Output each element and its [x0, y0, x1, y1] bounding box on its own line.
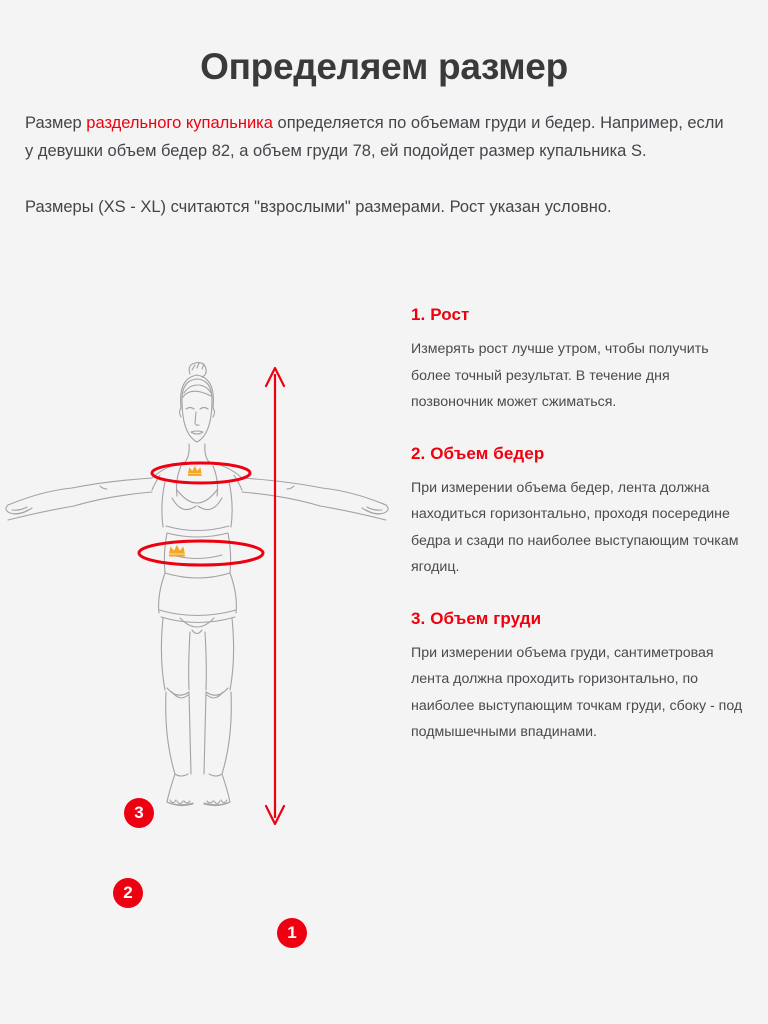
page-title: Определяем размер [200, 46, 568, 87]
instruction-section-bust [411, 607, 747, 746]
body-measurement-illustration [0, 340, 400, 942]
section-title-hips: 2. Объем бедер [411, 443, 545, 463]
section-title-height: 1. Рост [411, 305, 470, 324]
body-outline-group [6, 363, 388, 806]
crown-logo-bust-icon [188, 466, 202, 476]
crown-logo-hips-icon [169, 545, 185, 557]
highlight-swimsuit-type: раздельного купальника [86, 114, 273, 132]
intro-text-after: определяется по объемам груди и бедер. Например, если у девушки объем бедер 82, а объем груди 78, ей подойдет размер купальника S. [25, 114, 724, 160]
badge-bust: 3 [124, 798, 154, 828]
badge-hips: 2 [113, 878, 143, 908]
section-body-bust: При измерении объема груди, сантиметровая лента должна проходить горизонтально, по наиболее выступающим точкам груди, сбоку - под подмышечными впадинами. [411, 644, 743, 740]
female-figure-svg [0, 340, 400, 840]
section-title-bust: 3. Объем груди [411, 608, 542, 628]
instruction-section-height [411, 303, 747, 416]
intro-text-block [25, 109, 725, 221]
height-measure-arrow [266, 368, 284, 824]
hips-measure-ellipse [139, 541, 263, 565]
badge-height: 1 [277, 918, 307, 948]
intro-paragraph-2: Размеры (XS - XL) считаются "взрослыми" размерами. Рост указан условно. [25, 198, 612, 216]
measurement-instructions [411, 303, 747, 746]
section-body-hips: При измерении объема бедер, лента должна находиться горизонтально, проходя посередине бедра и сзади по наиболее выступающим точкам ягодиц. [411, 479, 739, 575]
instruction-section-hips [411, 442, 747, 581]
section-body-height: Измерять рост лучше утром, чтобы получить более точный результат. В течение дня позвоночник может сжиматься. [411, 341, 709, 410]
intro-text-before: Размер [25, 114, 87, 132]
paragraph-spacer [25, 165, 725, 193]
intro-paragraph-1 [25, 109, 725, 165]
